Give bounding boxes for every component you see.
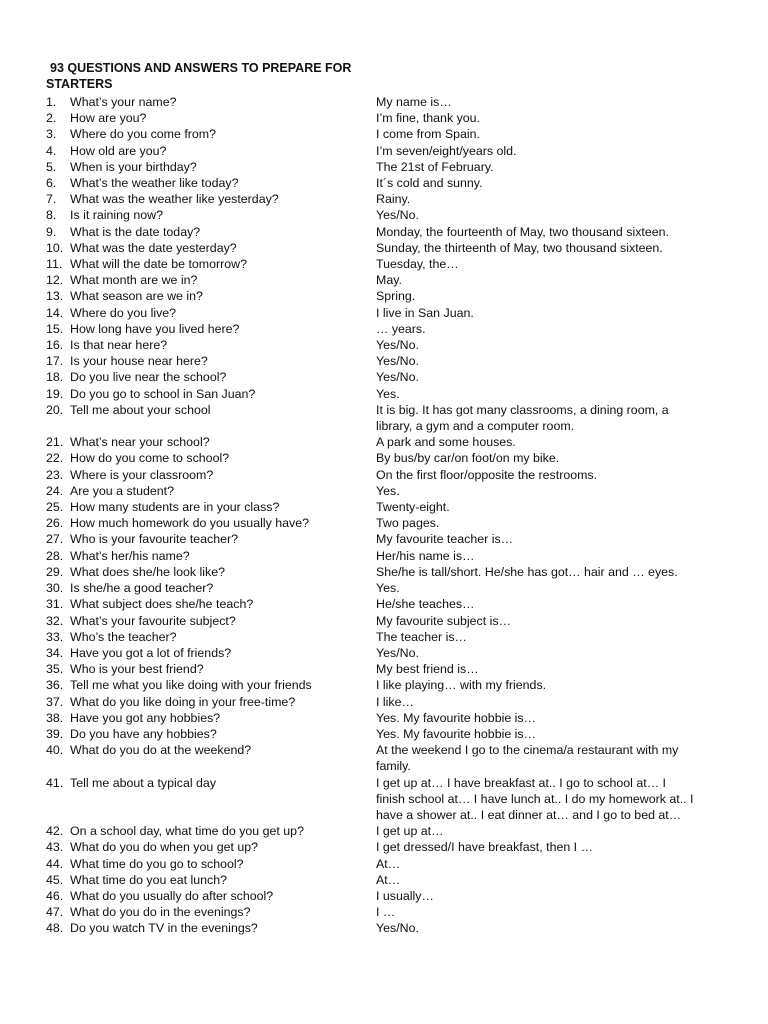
question-text: Where do you live? <box>70 305 177 320</box>
question-text: What does she/he look like? <box>70 564 225 579</box>
qa-row <box>46 499 706 515</box>
qa-row <box>46 256 706 272</box>
question-number: 24. <box>46 483 64 498</box>
qa-row <box>46 369 706 385</box>
question-text: Where do you come from? <box>70 127 216 142</box>
answer-text: The 21st of February. <box>376 159 494 174</box>
question-text: What’s her/his name? <box>70 548 190 563</box>
title-line-2: STARTERS <box>46 77 113 91</box>
question-number: 19. <box>46 386 64 401</box>
question-number: 23. <box>46 467 64 482</box>
answer-text: He/she teaches… <box>376 597 475 612</box>
question-text: What time do you eat lunch? <box>70 872 228 887</box>
question-number: 10. <box>46 240 64 255</box>
question-number: 39. <box>46 726 64 741</box>
answer-text: Yes/No. <box>376 208 419 223</box>
question-number: 33. <box>46 629 64 644</box>
question-number: 15. <box>46 321 64 336</box>
question-number: 28. <box>46 548 64 563</box>
question-text: How long have you lived here? <box>70 321 240 336</box>
question-text: What was the date yesterday? <box>70 240 237 255</box>
question-number: 43. <box>46 840 64 855</box>
question-number: 9. <box>46 224 57 239</box>
qa-row <box>46 661 706 677</box>
question-number: 20. <box>46 402 64 417</box>
question-text: What month are we in? <box>70 273 198 288</box>
qa-row <box>46 288 706 304</box>
question-text: Is that near here? <box>70 338 168 353</box>
answer-text: I live in San Juan. <box>376 305 474 320</box>
question-text: How many students are in your class? <box>70 500 280 515</box>
question-text: What time do you go to school? <box>70 856 244 871</box>
question-text: What subject does she/he teach? <box>70 597 254 612</box>
qa-row <box>46 240 706 256</box>
question-text: What do you like doing in your free-time? <box>70 694 296 709</box>
question-text: What will the date be tomorrow? <box>70 257 247 272</box>
question-text: Is she/he a good teacher? <box>70 581 214 596</box>
question-number: 14. <box>46 305 64 320</box>
question-text: What was the weather like yesterday? <box>70 192 279 207</box>
answer-text: On the first floor/opposite the restrooms. <box>376 467 598 482</box>
answer-text: She/he is tall/short. He/she has got… hair and … eyes. <box>376 564 678 579</box>
qa-row <box>46 823 706 839</box>
question-number: 22. <box>46 451 64 466</box>
document-title <box>46 60 351 92</box>
qa-row <box>46 434 706 450</box>
question-number: 6. <box>46 176 57 191</box>
qa-row <box>46 402 706 434</box>
qa-row <box>46 337 706 353</box>
question-text: How are you? <box>70 111 147 126</box>
question-text: Is it raining now? <box>70 208 163 223</box>
answer-text: My favourite subject is… <box>376 613 511 628</box>
question-text: Where is your classroom? <box>70 467 214 482</box>
answer-text: May. <box>376 273 402 288</box>
qa-row <box>46 515 706 531</box>
question-number: 42. <box>46 824 64 839</box>
question-number: 30. <box>46 581 64 596</box>
answer-text: My favourite teacher is… <box>376 532 514 547</box>
question-text: What’s near your school? <box>70 435 210 450</box>
qa-row <box>46 839 706 855</box>
question-text: How do you come to school? <box>70 451 230 466</box>
qa-row <box>46 207 706 223</box>
answer-text: Tuesday, the… <box>376 257 459 272</box>
question-text: Is your house near here? <box>70 354 208 369</box>
question-number: 21. <box>46 435 64 450</box>
question-number: 25. <box>46 500 64 515</box>
answer-text: A park and some houses. <box>376 435 516 450</box>
question-text: How much homework do you usually have? <box>70 516 309 531</box>
qa-row <box>46 645 706 661</box>
qa-row <box>46 531 706 547</box>
qa-row <box>46 110 706 126</box>
question-text: What do you usually do after school? <box>70 888 274 903</box>
question-text: Do you live near the school? <box>70 370 227 385</box>
question-text: Are you a student? <box>70 483 175 498</box>
answer-text: My name is… <box>376 95 452 109</box>
question-number: 8. <box>46 208 57 223</box>
qa-row <box>46 726 706 742</box>
qa-row <box>46 920 706 936</box>
answer-text: At… <box>376 872 401 887</box>
qa-row <box>46 742 706 774</box>
qa-row <box>46 321 706 337</box>
question-text: Do you go to school in San Juan? <box>70 386 256 401</box>
question-number: 26. <box>46 516 64 531</box>
question-text: Who is your favourite teacher? <box>70 532 239 547</box>
question-number: 48. <box>46 921 64 936</box>
question-number: 35. <box>46 662 64 677</box>
answer-text: I … <box>376 905 396 920</box>
question-number: 29. <box>46 564 64 579</box>
question-text: When is your birthday? <box>70 159 197 174</box>
qa-row <box>46 305 706 321</box>
question-text: On a school day, what time do you get up? <box>70 824 304 839</box>
answer-text: My best friend is… <box>376 662 479 677</box>
question-number: 5. <box>46 159 57 174</box>
question-number: 1. <box>46 95 57 109</box>
answer-text: Yes/No. <box>376 921 419 936</box>
question-number: 41. <box>46 775 64 790</box>
question-number: 31. <box>46 597 64 612</box>
answer-text: Sunday, the thirteenth of May, two thousand sixteen. <box>376 240 663 255</box>
answer-text: Two pages. <box>376 516 440 531</box>
answer-text: By bus/by car/on foot/on my bike. <box>376 451 560 466</box>
answer-text: Yes. <box>376 483 400 498</box>
qa-row <box>46 467 706 483</box>
question-number: 3. <box>46 127 57 142</box>
question-text: Who’s the teacher? <box>70 629 177 644</box>
answer-text: The teacher is… <box>376 629 467 644</box>
qa-row <box>46 694 706 710</box>
qa-row <box>46 872 706 888</box>
question-text: Tell me about your school <box>70 402 211 417</box>
answer-text: I get up at… I have breakfast at.. I go to school at… I finish school at… I have lunch at.. I do my homework at.. I have a shower at.. I eat dinner at… and I go to bed at… <box>376 775 694 822</box>
question-text: Have you got any hobbies? <box>70 710 221 725</box>
qa-row <box>46 629 706 645</box>
question-text: Tell me what you like doing with your friends <box>70 678 312 693</box>
question-number: 4. <box>46 143 57 158</box>
question-text: What’s the weather like today? <box>70 176 239 191</box>
qa-row <box>46 191 706 207</box>
qa-row <box>46 548 706 564</box>
question-text: Tell me about a typical day <box>70 775 217 790</box>
question-number: 13. <box>46 289 64 304</box>
question-number: 44. <box>46 856 64 871</box>
question-text: What is the date today? <box>70 224 201 239</box>
qa-row <box>46 856 706 872</box>
qa-row <box>46 386 706 402</box>
question-number: 45. <box>46 872 64 887</box>
question-text: How old are you? <box>70 143 167 158</box>
answer-text: It´s cold and sunny. <box>376 176 483 191</box>
question-number: 17. <box>46 354 64 369</box>
qa-row <box>46 596 706 612</box>
answer-text: It is big. It has got many classrooms, a dining room, a library, a gym and a computer room. <box>376 402 669 434</box>
qa-row <box>46 710 706 726</box>
question-number: 36. <box>46 678 64 693</box>
qa-row <box>46 775 706 824</box>
question-text: Do you have any hobbies? <box>70 726 217 741</box>
question-number: 12. <box>46 273 64 288</box>
qa-row <box>46 94 706 110</box>
answer-text: Yes. My favourite hobbie is… <box>376 710 537 725</box>
question-text: What do you do when you get up? <box>70 840 259 855</box>
question-number: 11. <box>46 257 63 272</box>
answer-text: Yes/No. <box>376 354 419 369</box>
question-number: 37. <box>46 694 64 709</box>
answer-text: Yes/No. <box>376 338 419 353</box>
qa-row <box>46 677 706 693</box>
question-text: Do you watch TV in the evenings? <box>70 921 258 936</box>
answer-text: Yes. <box>376 386 400 401</box>
question-text: What’s your favourite subject? <box>70 613 236 628</box>
answer-text: I come from Spain. <box>376 127 480 142</box>
qa-row <box>46 564 706 580</box>
qa-list <box>46 94 706 937</box>
answer-text: Monday, the fourteenth of May, two thousand sixteen. <box>376 224 669 239</box>
answer-text: I get dressed/I have breakfast, then I … <box>376 840 593 855</box>
question-text: Who is your best friend? <box>70 662 204 677</box>
answer-text: Yes/No. <box>376 645 419 660</box>
qa-row <box>46 580 706 596</box>
answer-text: At the weekend I go to the cinema/a restaurant with my family. <box>376 743 679 774</box>
qa-row <box>46 904 706 920</box>
question-number: 46. <box>46 888 64 903</box>
answer-text: At… <box>376 856 401 871</box>
answer-text: Spring. <box>376 289 416 304</box>
answer-text: Twenty-eight. <box>376 500 450 515</box>
answer-text: Yes/No. <box>376 370 419 385</box>
question-number: 32. <box>46 613 64 628</box>
answer-text: Yes. <box>376 581 400 596</box>
answer-text: I’m seven/eight/years old. <box>376 143 517 158</box>
answer-text: Her/his name is… <box>376 548 475 563</box>
question-number: 40. <box>46 743 64 758</box>
question-number: 18. <box>46 370 64 385</box>
question-number: 2. <box>46 111 57 126</box>
qa-row <box>46 888 706 904</box>
qa-row <box>46 613 706 629</box>
qa-row <box>46 126 706 142</box>
question-text: What do you do at the weekend? <box>70 743 252 758</box>
question-number: 38. <box>46 710 64 725</box>
qa-row <box>46 224 706 240</box>
qa-row <box>46 483 706 499</box>
answer-text: … years. <box>376 321 426 336</box>
qa-row <box>46 272 706 288</box>
title-line-1: 93 QUESTIONS AND ANSWERS TO PREPARE FOR <box>50 61 352 75</box>
answer-text: I’m fine, thank you. <box>376 111 480 126</box>
answer-text: I like… <box>376 694 414 709</box>
question-number: 47. <box>46 905 64 920</box>
answer-text: I get up at… <box>376 824 444 839</box>
question-text: What season are we in? <box>70 289 203 304</box>
qa-row <box>46 450 706 466</box>
question-number: 34. <box>46 645 64 660</box>
question-number: 16. <box>46 338 64 353</box>
question-text: Have you got a lot of friends? <box>70 645 232 660</box>
question-number: 27. <box>46 532 64 547</box>
qa-row <box>46 159 706 175</box>
answer-text: I usually… <box>376 888 434 903</box>
question-text: What’s your name? <box>70 95 177 109</box>
answer-text: Rainy. <box>376 192 411 207</box>
answer-text: I like playing… with my friends. <box>376 678 547 693</box>
answer-text: Yes. My favourite hobbie is… <box>376 726 537 741</box>
question-number: 7. <box>46 192 57 207</box>
question-text: What do you do in the evenings? <box>70 905 251 920</box>
qa-row <box>46 143 706 159</box>
qa-row <box>46 175 706 191</box>
qa-row <box>46 353 706 369</box>
